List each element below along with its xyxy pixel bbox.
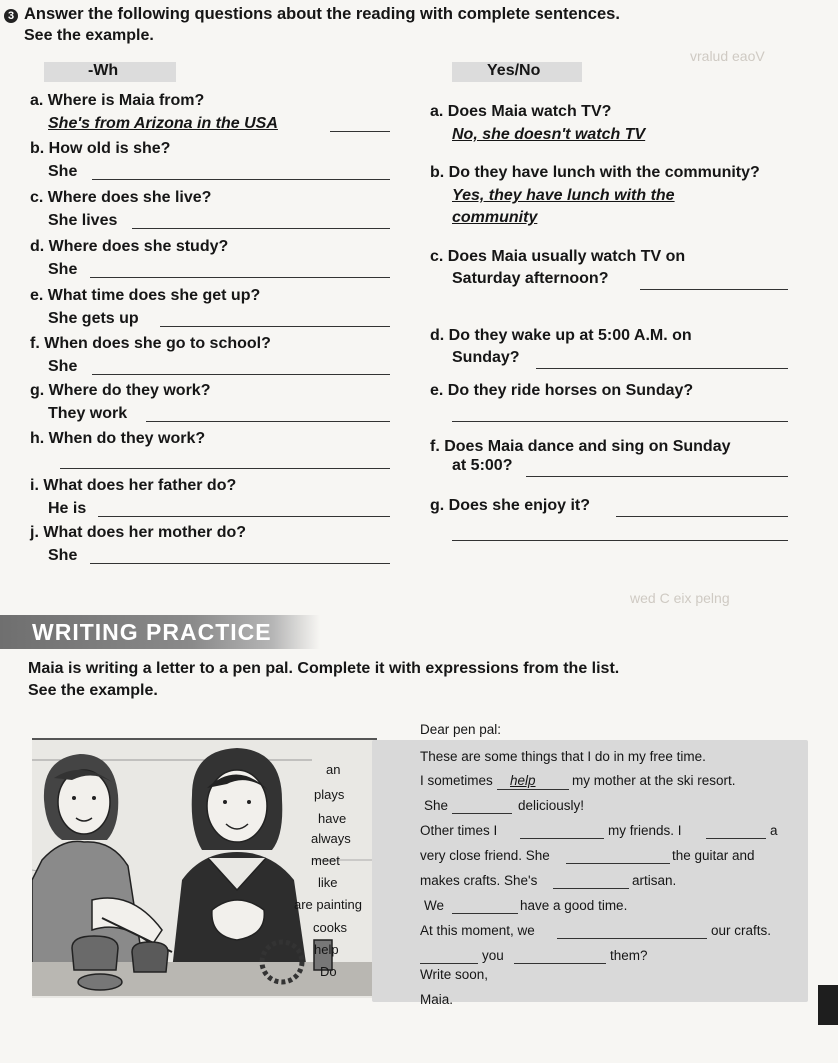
wh-question-g: g. Where do they work? (30, 382, 211, 399)
letter-line-7b: have a good time. (520, 898, 628, 913)
yn-answer-b-line2: community (452, 209, 538, 226)
word-list-item: Do (320, 964, 337, 979)
word-list-item: are painting (294, 897, 362, 912)
yn-question-c-line1: c. Does Maia usually watch TV on (430, 248, 686, 265)
wh-answer-j-blank[interactable] (90, 563, 390, 564)
word-list-item: like (318, 875, 338, 890)
word-list-item: plays (314, 787, 345, 802)
letter-line-3a: She (424, 798, 449, 813)
letter-line-3b: deliciously! (518, 798, 585, 813)
word-list-item: have (318, 811, 347, 826)
yn-question-c-line2: Saturday afternoon? (452, 270, 609, 287)
wh-question-b: b. How old is she? (30, 140, 171, 157)
yn-answer-d-blank[interactable] (536, 368, 788, 369)
letter-blank-2[interactable] (452, 813, 512, 814)
wh-answer-g-blank[interactable] (146, 421, 390, 422)
wh-answer-g: They work (48, 405, 128, 422)
exercise-instruction: Answer the following questions about the reading with complete sentences. (24, 5, 620, 23)
yn-question-d-line2: Sunday? (452, 349, 520, 366)
letter-line-2a: I sometimes (420, 773, 493, 788)
yn-answer-b-line1: Yes, they have lunch with the (452, 187, 675, 204)
wh-answer-b: She (48, 163, 78, 180)
yn-answer-e-blank[interactable] (452, 421, 788, 422)
letter-greeting: Dear pen pal: (420, 722, 502, 737)
wh-answer-c-blank[interactable] (132, 228, 390, 229)
wh-answer-j: She (48, 547, 78, 564)
wh-question-c: c. Where does she live? (30, 189, 212, 206)
letter-blank-9[interactable] (420, 963, 478, 964)
writing-see-example: See the example. (28, 682, 158, 699)
letter-line-8b: our crafts. (711, 923, 772, 938)
letter-blank-6[interactable] (553, 888, 629, 889)
wh-answer-e-blank[interactable] (160, 326, 390, 327)
wh-answer-d: She (48, 261, 78, 278)
yn-answer-g-blank[interactable] (616, 516, 788, 517)
yn-answer-c-blank[interactable] (640, 289, 788, 290)
wh-question-j: j. What does her mother do? (30, 524, 247, 541)
letter-blank-8[interactable] (557, 938, 707, 939)
letter-blank-7[interactable] (452, 913, 518, 914)
show-through-text: wed C eix pelng (630, 590, 730, 606)
yn-question-a: a. Does Maia watch TV? (430, 103, 612, 120)
yn-question-g: g. Does she enjoy it? (430, 497, 591, 514)
letter-line-1: These are some things that I do in my free time. (420, 749, 706, 764)
wh-answer-b-blank[interactable] (92, 179, 390, 180)
yn-answer-f-blank[interactable] (526, 476, 788, 477)
page-corner-shadow (818, 985, 838, 1025)
wh-answer-d-blank[interactable] (90, 277, 390, 278)
letter-blank-10[interactable] (514, 963, 606, 964)
letter-line-5a: very close friend. She (420, 848, 550, 863)
show-through-text: vralud eaoV (690, 48, 765, 64)
writing-instruction: Maia is writing a letter to a pen pal. Complete it with expressions from the list. (28, 660, 620, 677)
letter-line-4b: my friends. I (608, 823, 682, 838)
yesno-column-header: Yes/No (487, 62, 541, 79)
word-list-item: an (326, 762, 341, 777)
letter-signature: Maia. (420, 992, 454, 1007)
word-list-item: always (311, 831, 351, 846)
wh-column-header: -Wh (88, 62, 119, 79)
word-list-item: meet (311, 853, 340, 868)
wh-question-f: f. When does she go to school? (30, 335, 271, 352)
word-list-item: cooks (313, 920, 347, 935)
yn-question-d-line1: d. Do they wake up at 5:00 A.M. on (430, 327, 692, 344)
yn-question-f-line1: f. Does Maia dance and sing on Sunday (430, 438, 731, 455)
letter-line-9b: them? (610, 948, 648, 963)
letter-line-8a: At this moment, we (420, 923, 535, 938)
letter-line-4a: Other times I (420, 823, 498, 838)
wh-answer-f-blank[interactable] (92, 374, 390, 375)
letter-line-7a: We (424, 898, 445, 913)
writing-practice-banner (0, 615, 320, 649)
yn-question-e: e. Do they ride horses on Sunday? (430, 382, 694, 399)
wh-question-d: d. Where does she study? (30, 238, 229, 255)
letter-blank-5[interactable] (566, 863, 670, 864)
word-list-item: help (314, 942, 339, 957)
writing-practice-title: WRITING PRACTICE (32, 619, 272, 645)
letter-line-6b: artisan. (632, 873, 677, 888)
yn-question-f-line2: at 5:00? (452, 457, 513, 474)
wh-question-i: i. What does her father do? (30, 477, 237, 494)
wh-question-h: h. When do they work? (30, 430, 206, 447)
letter-blank-4[interactable] (706, 838, 766, 839)
wh-answer-f: She (48, 358, 78, 375)
letter-closing: Write soon, (420, 967, 489, 982)
exercise-see-example: See the example. (24, 27, 154, 44)
wh-answer-i-blank[interactable] (98, 516, 390, 517)
letter-line-4c: a (770, 823, 778, 838)
wh-answer-h-blank[interactable] (60, 468, 390, 469)
letter-blank-1-answer: help (510, 773, 536, 788)
wh-question-e: e. What time does she get up? (30, 287, 261, 304)
wh-question-a: a. Where is Maia from? (30, 92, 205, 109)
yn-answer-a: No, she doesn't watch TV (452, 126, 646, 143)
letter-line-5b: the guitar and (672, 848, 755, 863)
wh-answer-e: She gets up (48, 310, 139, 327)
yn-question-b: b. Do they have lunch with the community? (430, 164, 760, 181)
wh-answer-c: She lives (48, 212, 118, 229)
wh-answer-i: He is (48, 500, 87, 517)
wh-answer-a: She's from Arizona in the USA (48, 115, 278, 132)
letter-line-2c: my mother at the ski resort. (572, 773, 736, 788)
letter-blank-3[interactable] (520, 838, 604, 839)
letter-line-6a: makes crafts. She's (420, 873, 538, 888)
letter-line-9a: you (482, 948, 504, 963)
exercise-number-badge: 3 (4, 9, 18, 23)
illustration-women-crafting (32, 740, 377, 996)
yn-answer-g-blank-2[interactable] (452, 540, 788, 541)
